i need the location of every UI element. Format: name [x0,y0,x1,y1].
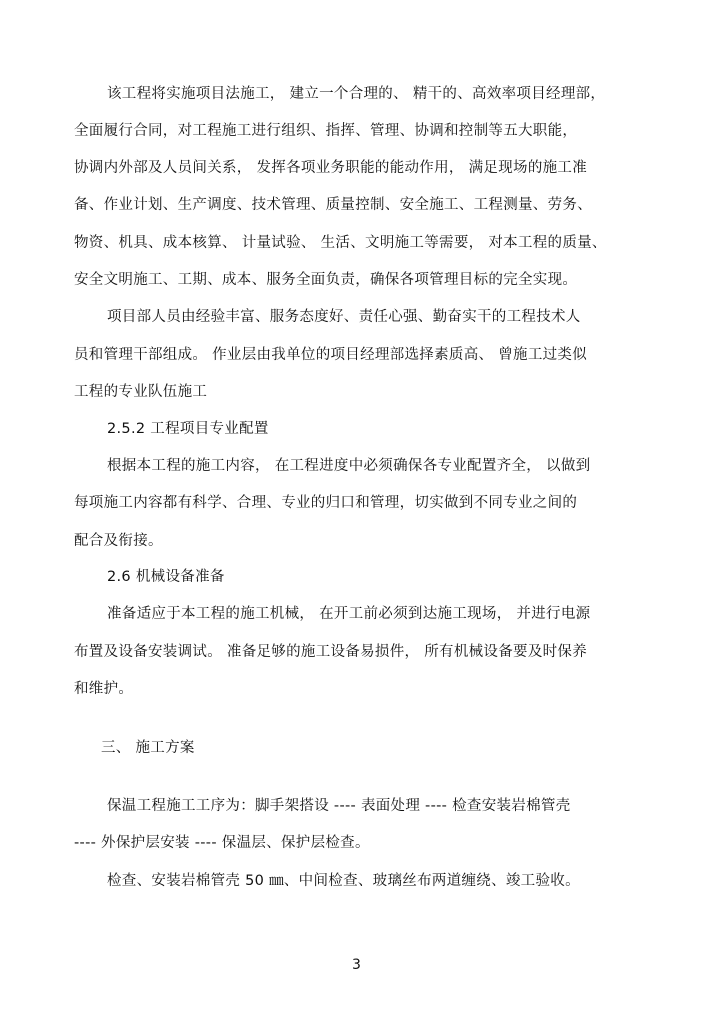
p3-line-3: 配合及衔接。 [74,533,163,549]
p1-line-5: 物资、机具、成本核算、 计量试验、 生活、文明施工等需要， 对本工程的质量、 [74,235,607,251]
p5-line-2: ---- 外保护层安装 ---- 保温层、保护层检查。 [74,835,370,851]
p5-line-1: 保温工程施工工序为：脚手架搭设 ---- 表面处理 ---- 检查安装岩棉管壳 [107,798,571,814]
section-heading-3: 三、 施工方案 [101,740,195,756]
p2-line-1: 项目部人员由经验丰富、服务态度好、责任心强、勤奋实干的工程技术人 [107,309,581,325]
p1-line-3: 协调内外部及人员间关系， 发挥各项业务职能的能动作用， 满足现场的施工准 [74,160,588,176]
section-heading-2-5-2: 2.5.2 工程项目专业配置 [107,421,269,437]
p3-line-1: 根据本工程的施工内容， 在工程进度中必须确保各专业配置齐全， 以做到 [107,458,591,474]
p1-line-1: 该工程将实施项目法施工， 建立一个合理的、 精干的、高效率项目经理部， [107,86,606,102]
p1-line-4: 备、作业计划、生产调度、技术管理、质量控制、安全施工、工程测量、劳务、 [74,197,592,213]
page-number: 3 [352,957,361,973]
p4-line-3: 和维护。 [74,681,134,697]
p2-line-3: 工程的专业队伍施工 [74,384,208,400]
p4-line-1: 准备适应于本工程的施工机械， 在开工前必须到达施工现场， 并进行电源 [107,606,591,622]
p6-line-1: 检查、安装岩棉管壳 50 ㎜、中间检查、玻璃丝布两道缠绕、竣工验收。 [107,873,580,889]
section-heading-2-6: 2.6 机械设备准备 [107,569,225,585]
p4-line-2: 布置及设备安装调试。 准备足够的施工设备易损件， 所有机械设备要及时保养 [74,644,588,660]
p1-line-6: 安全文明施工、工期、成本、服务全面负责，确保各项管理目标的完全实现。 [74,272,578,288]
p1-line-2: 全面履行合同，对工程施工进行组织、指挥、管理、协调和控制等五大职能， [74,123,578,139]
p3-line-2: 每项施工内容都有科学、合理、专业的归口和管理，切实做到不同专业之间的 [74,495,578,511]
p2-line-2: 员和管理干部组成。 作业层由我单位的项目经理部选择素质高、 曾施工过类似 [74,347,588,363]
